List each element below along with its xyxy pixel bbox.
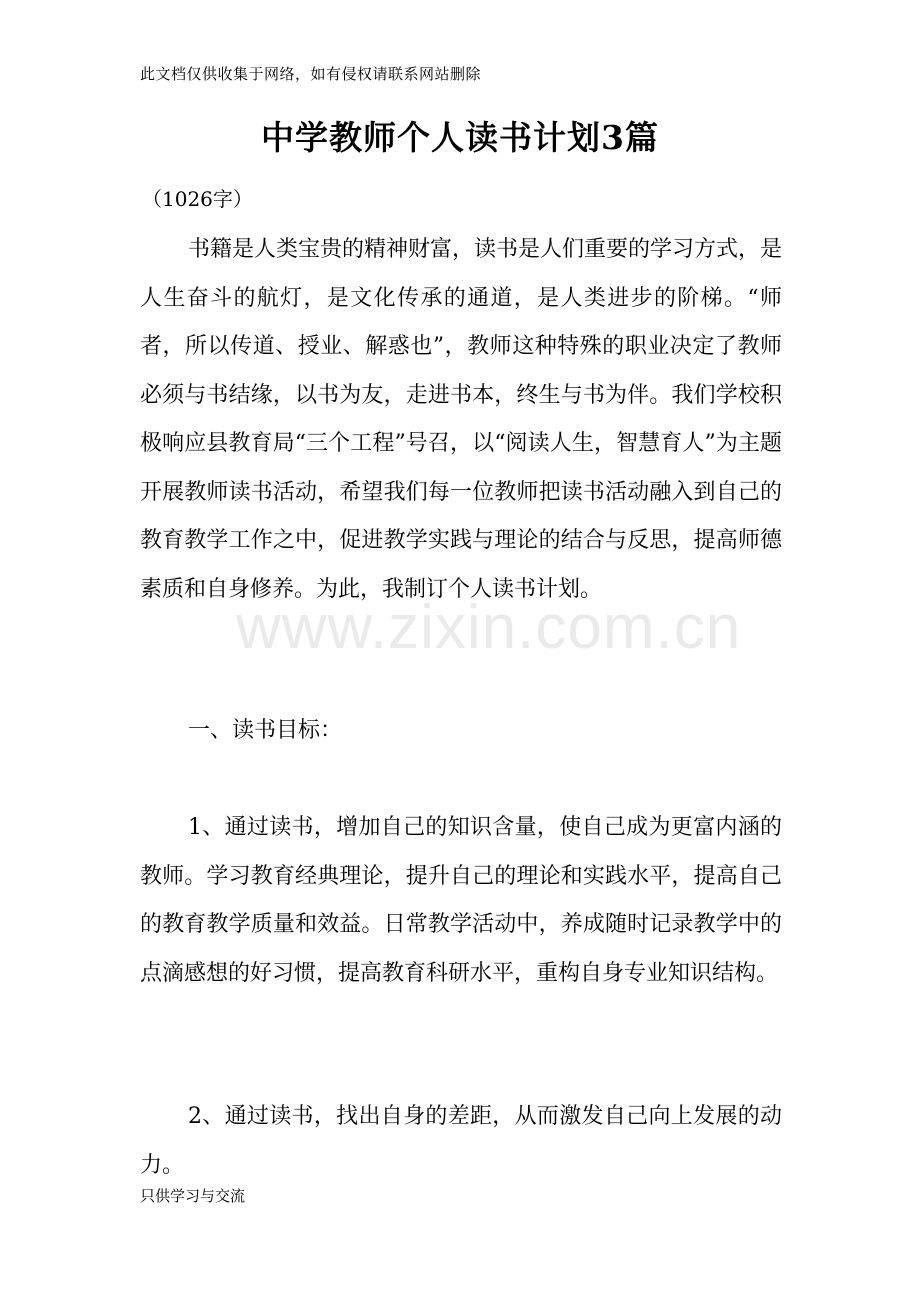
goal-item-2: 2、通过读书，找出自身的差距，从而激发自己向上发展的动力。: [140, 1104, 782, 1178]
goal-item-1: 1、通过读书，增加自己的知识含量，使自己成为更富内涵的教师。学习教育经典理论，提升自己的理论和实践水平，提高自己的教育教学质量和效益。日常教学活动中，养成随时记录教学中的点滴感想的好习惯，提高教育科研水平，重构自身专业知识结构。: [140, 815, 782, 986]
word-count: （1026字）: [142, 187, 253, 211]
watermark: www.zixin.com.cn: [236, 593, 742, 662]
intro-paragraph: 书籍是人类宝贵的精神财富，读书是人们重要的学习方式，是人生奋斗的航灯，是文化传承的通道，是人类进步的阶梯。“师者，所以传道、授业、解惑也”，教师这种特殊的职业决定了教师必须与书结缘，以书为友，走进书本，终生与书为伴。我们学校积极响应县教育局“三个工程”号召，以“阅读人生，智慧育人”为主题开展教师读书活动，希望我们每一位教师把读书活动融入到自己的教育教学工作之中，促进教学实践与理论的结合与反思，提高师德素质和自身修养。为此，我制订个人读书计划。: [140, 237, 783, 602]
document-title: 中学教师个人读书计划3篇: [261, 118, 659, 157]
section-heading-goals: 一、读书目标：: [188, 718, 343, 743]
footer-note: 只供学习与交流: [140, 1187, 246, 1205]
header-disclaimer: 此文档仅供收集于网络，如有侵权请联系网站删除: [140, 65, 482, 83]
